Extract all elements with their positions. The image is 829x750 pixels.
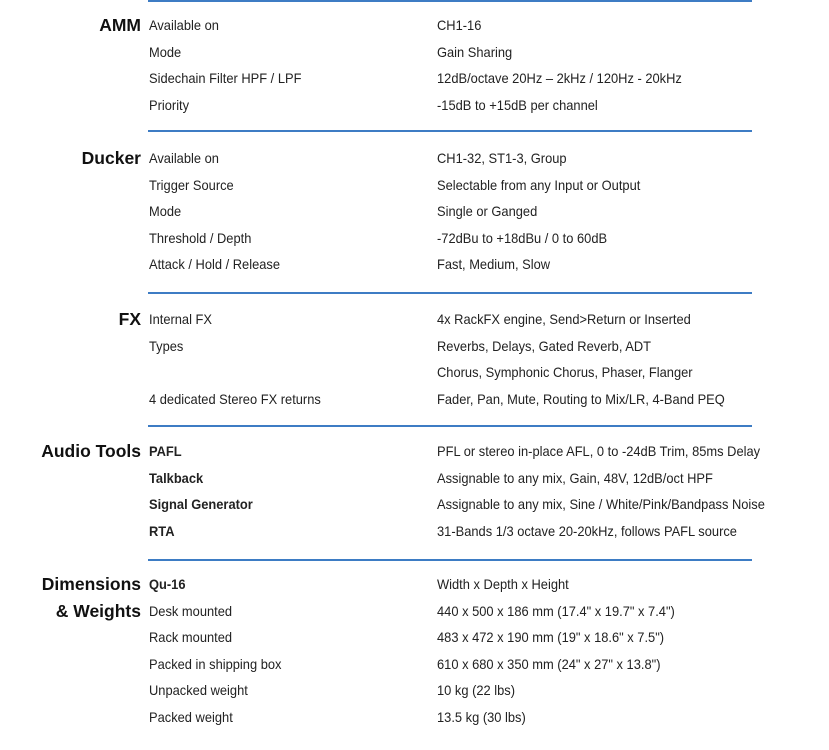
spec-label: Mode bbox=[149, 43, 182, 60]
spec-value: 440 x 500 x 186 mm (17.4" x 19.7" x 7.4") bbox=[437, 602, 675, 619]
section-divider bbox=[148, 130, 752, 132]
spec-row bbox=[0, 677, 829, 703]
spec-value: Chorus, Symphonic Chorus, Phaser, Flanger bbox=[437, 364, 693, 380]
spec-row bbox=[0, 172, 829, 198]
section-divider bbox=[148, 559, 752, 561]
spec-value: 13.5 kg (30 lbs) bbox=[437, 708, 526, 725]
spec-value: Gain Sharing bbox=[437, 43, 513, 60]
spec-value: Single or Ganged bbox=[437, 203, 538, 219]
spec-label: RTA bbox=[149, 522, 175, 539]
spec-value: Reverbs, Delays, Gated Reverb, ADT bbox=[437, 337, 652, 354]
spec-row bbox=[0, 359, 829, 385]
spec-row bbox=[0, 704, 829, 730]
spec-label: Signal Generator bbox=[149, 496, 253, 513]
section-title: Dimensions bbox=[41, 574, 141, 594]
spec-row bbox=[0, 518, 829, 544]
spec-row bbox=[0, 251, 829, 277]
spec-label: Sidechain Filter HPF / LPF bbox=[149, 70, 302, 87]
spec-row bbox=[0, 145, 829, 171]
spec-row bbox=[0, 225, 829, 251]
spec-label: Packed weight bbox=[149, 708, 233, 725]
spec-row bbox=[0, 306, 829, 332]
spec-value: Selectable from any Input or Output bbox=[437, 176, 641, 193]
spec-label: PAFL bbox=[149, 443, 182, 459]
section-title: & Weights bbox=[55, 601, 141, 621]
spec-value: 4x RackFX engine, Send>Return or Inserted bbox=[437, 311, 691, 327]
spec-value: CH1-16 bbox=[437, 17, 482, 33]
spec-row bbox=[0, 386, 829, 412]
section-title: AMM bbox=[99, 15, 141, 35]
spec-row bbox=[0, 438, 829, 464]
spec-row bbox=[0, 571, 829, 597]
spec-row bbox=[0, 598, 829, 624]
spec-label: Rack mounted bbox=[149, 629, 233, 645]
spec-value: Width x Depth x Height bbox=[437, 576, 569, 592]
spec-value: -72dBu to +18dBu / 0 to 60dB bbox=[437, 229, 608, 246]
spec-label: Available on bbox=[149, 17, 219, 33]
spec-value: 10 kg (22 lbs) bbox=[437, 682, 516, 698]
spec-value: Assignable to any mix, Sine / White/Pink/Bandpass Noise bbox=[437, 496, 765, 513]
spec-value: PFL or stereo in-place AFL, 0 to -24dB Trim, 85ms Delay bbox=[437, 443, 761, 459]
spec-label: Trigger Source bbox=[149, 176, 234, 193]
spec-label: Threshold / Depth bbox=[149, 229, 252, 246]
spec-label: Qu-16 bbox=[149, 576, 186, 592]
spec-row bbox=[0, 465, 829, 491]
spec-label: Types bbox=[149, 337, 184, 354]
section-divider bbox=[148, 0, 752, 2]
spec-value: 610 x 680 x 350 mm (24" x 27" x 13.8") bbox=[437, 655, 661, 672]
spec-row bbox=[0, 651, 829, 677]
spec-label: Packed in shipping box bbox=[149, 655, 282, 672]
spec-label: Priority bbox=[149, 97, 190, 114]
spec-value: 12dB/octave 20Hz – 2kHz / 120Hz - 20kHz bbox=[437, 70, 682, 87]
spec-row bbox=[0, 624, 829, 650]
spec-value: -15dB to +15dB per channel bbox=[437, 97, 598, 114]
section-title: Audio Tools bbox=[41, 441, 141, 461]
spec-row bbox=[0, 12, 829, 38]
section-divider bbox=[148, 292, 752, 294]
spec-value: 31-Bands 1/3 octave 20-20kHz, follows PAFL source bbox=[437, 522, 737, 539]
spec-row bbox=[0, 333, 829, 359]
spec-label: Internal FX bbox=[149, 311, 213, 327]
spec-value: CH1-32, ST1-3, Group bbox=[437, 150, 567, 166]
spec-label: Attack / Hold / Release bbox=[149, 256, 281, 272]
spec-label: 4 dedicated Stereo FX returns bbox=[149, 390, 321, 407]
spec-label: Unpacked weight bbox=[149, 682, 248, 698]
spec-row bbox=[0, 39, 829, 65]
spec-row bbox=[0, 198, 829, 224]
spec-value: Fader, Pan, Mute, Routing to Mix/LR, 4-Band PEQ bbox=[437, 390, 725, 407]
spec-label: Desk mounted bbox=[149, 602, 233, 619]
spec-value: 483 x 472 x 190 mm (19" x 18.6" x 7.5") bbox=[437, 629, 665, 645]
section-title: FX bbox=[118, 309, 141, 329]
spec-row bbox=[0, 65, 829, 91]
spec-value: Fast, Medium, Slow bbox=[437, 256, 551, 272]
spec-label: Available on bbox=[149, 150, 219, 166]
spec-label: Talkback bbox=[149, 469, 204, 486]
spec-value: Assignable to any mix, Gain, 48V, 12dB/oct HPF bbox=[437, 469, 713, 486]
section-divider bbox=[148, 425, 752, 427]
spec-label: Mode bbox=[149, 203, 182, 219]
section-title: Ducker bbox=[81, 148, 141, 168]
spec-row bbox=[0, 491, 829, 517]
spec-row bbox=[0, 92, 829, 118]
